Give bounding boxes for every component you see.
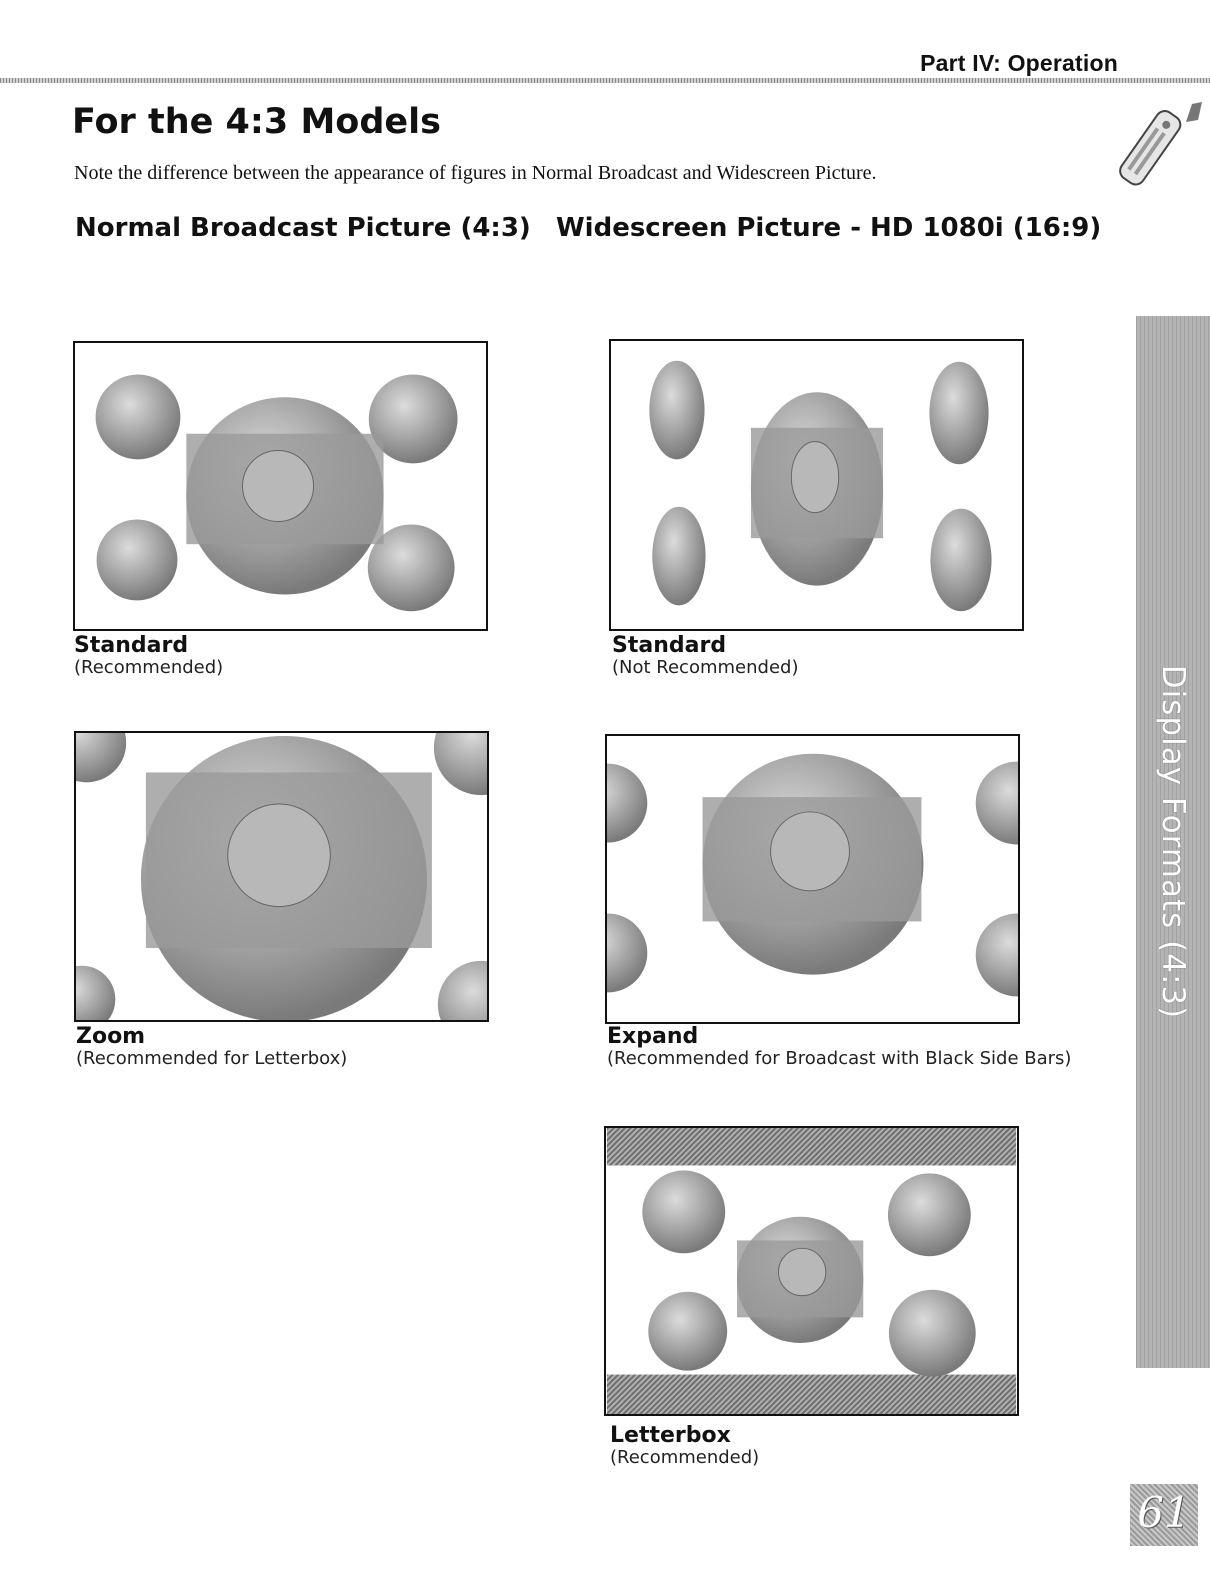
- side-tab-label: Display Formats (4:3): [1155, 664, 1191, 1020]
- figure-expand: [605, 734, 1020, 1024]
- figure-letterbox: [604, 1126, 1019, 1416]
- figure-note: (Recommended for Letterbox): [76, 1048, 348, 1069]
- figure-title: Standard: [74, 633, 189, 658]
- figure-title: Zoom: [76, 1024, 146, 1049]
- figure-standard-normal: [73, 341, 488, 631]
- column-heading-normal: Normal Broadcast Picture (4:3): [75, 213, 531, 243]
- page-title: For the 4:3 Models: [72, 102, 441, 142]
- intro-note: Note the difference between the appearance of figures in Normal Broadcast and Widescreen Picture.: [74, 162, 877, 184]
- page-number: 61: [1137, 1488, 1191, 1537]
- remote-control-icon: [1094, 98, 1204, 198]
- figure-zoom: [74, 731, 489, 1022]
- figure-title: Standard: [612, 633, 727, 658]
- figure-note: (Not Recommended): [612, 657, 799, 678]
- figure-note: (Recommended): [74, 657, 224, 678]
- figure-standard-wide: [609, 339, 1024, 631]
- figure-note: (Recommended for Broadcast with Black Side Bars): [607, 1048, 1072, 1069]
- part-label: Part IV: Operation: [920, 50, 1118, 76]
- figure-note: (Recommended): [610, 1447, 760, 1468]
- page-number-box: [1130, 1484, 1198, 1546]
- section-side-tab: [1136, 316, 1210, 1368]
- figure-title: Letterbox: [610, 1423, 731, 1448]
- header-rule: [0, 78, 1210, 83]
- column-heading-widescreen: Widescreen Picture - HD 1080i (16:9): [556, 213, 1102, 243]
- figure-title: Expand: [607, 1024, 699, 1049]
